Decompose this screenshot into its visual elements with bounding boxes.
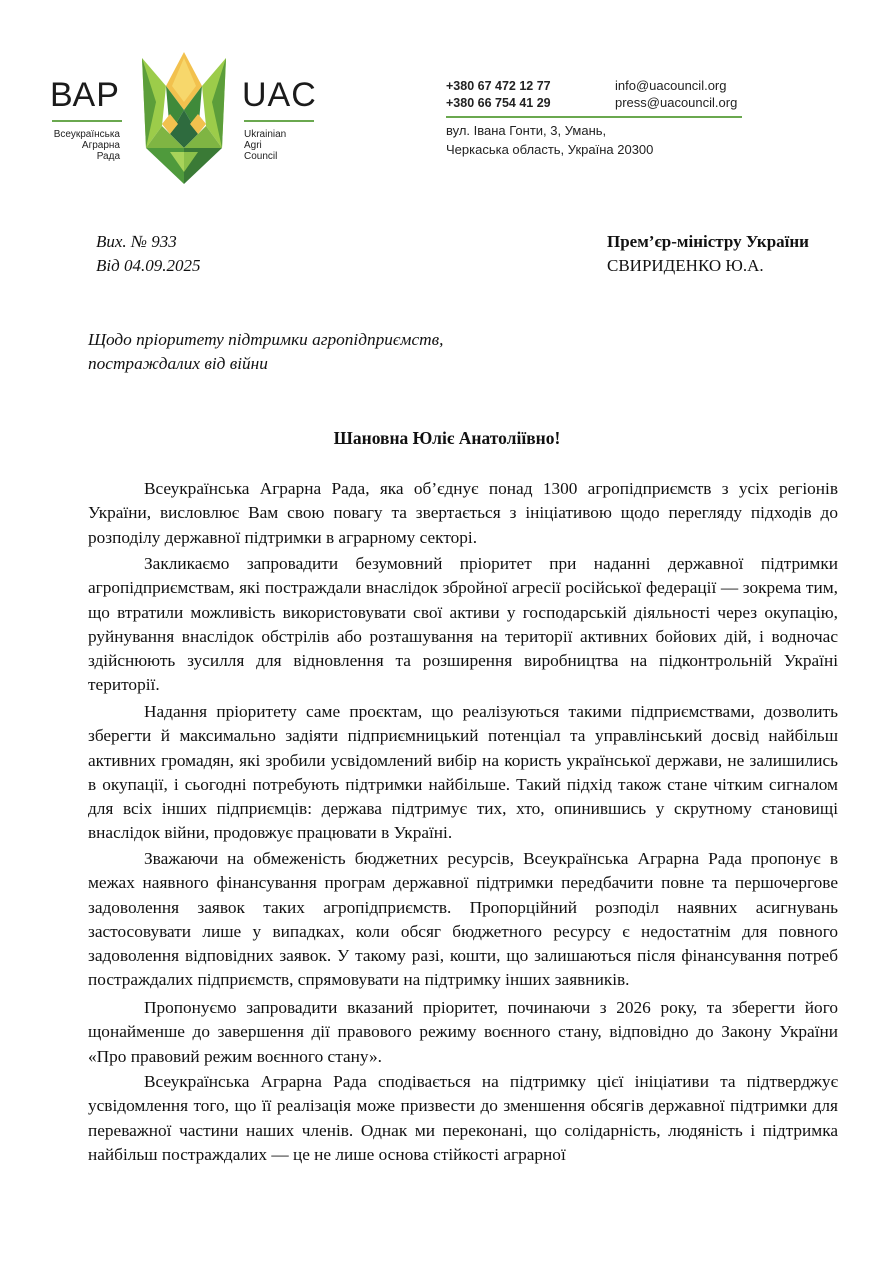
letter-date: Від 04.09.2025	[96, 256, 201, 275]
logo-var-text: ВАР	[50, 76, 120, 114]
logo-left-underline	[52, 120, 122, 122]
outgoing-number: Вих. № 933	[96, 232, 177, 251]
body-paragraph-6: Всеукраїнська Аграрна Рада сподівається на підтримку цієї ініціативи та підтверджує усвідомлення того, що її реалізація може призвести до зменшення обсягів державної підтримки для переважної частини наших членів. Однак ми переконані, що солідарність, людяність і підтримка найбільш постраждалих — це не лише основа стійкості аграрної	[88, 1072, 838, 1164]
body-paragraph-1: Всеукраїнська Аграрна Рада, яка об’єднує понад 1300 агропідприємств з усіх регіонів України, висловлює Вам свою повагу та звертається з ініціативою щодо перегляду підходів до розподілу державної підтримки в аграрному секторі.	[88, 479, 838, 547]
outgoing-reference	[96, 230, 200, 278]
header-divider	[446, 116, 742, 118]
body-paragraph-5: Пропонуємо запровадити вказаний пріоритет, починаючи з 2026 року, та зберегти його щонайменше до завершення дії правового режиму воєнного стану, відповідно до Закону України «Про правовий режим воєнного стану».	[88, 998, 838, 1066]
logo-left-subtitle: Всеукраїнська Аграрна Рада	[53, 129, 120, 162]
body-paragraph-4: Зважаючи на обмеженість бюджетних ресурсів, Всеукраїнська Аграрна Рада пропонує в межах наявного фінансування програм державної підтримки передбачити повне та першочергове задоволення заявок таких агропідприємств. Пропорційний розподіл наявних асигнувань застосовувати лише у випадках, коли обсяг бюджетного ресурсу є недостатнім для повного задоволення відповідних заявок. У такому разі, кошти, що залишаються після фінансування потреб постраждалих підприємств, спрямовувати на підтримку інших заявників.	[88, 849, 838, 990]
body-paragraph-2: Закликаємо запровадити безумовний пріоритет при наданні державної підтримки агропідприємствам, які постраждали внаслідок збройної агресії російської федерації — зокрема тим, що втратили можливість використовувати свої активи у господарській діяльності через окупацію, руйнування внаслідок обстрілів або розташування на території активних бойових дій, і водночас здійснюють зусилля для відновлення та розширення виробництва на підконтрольній Україні території.	[88, 554, 838, 695]
trident-logo-icon	[140, 52, 228, 184]
email-list	[615, 77, 737, 111]
salutation: Шановна Юліє Анатоліївно!	[333, 428, 561, 448]
addressee-position: Прем’єр-міністру України	[607, 232, 809, 251]
addressee-name: СВИРИДЕНКО Ю.А.	[607, 256, 764, 275]
addressee	[607, 230, 809, 278]
phone-list	[446, 78, 551, 112]
phone-2[interactable]: +380 66 754 41 29	[446, 96, 551, 110]
subject: Щодо пріоритету підтримки агропідприємств, постраждалих від війни	[88, 330, 444, 373]
address: вул. Івана Гонти, 3, Умань, Черкаська область, Україна 20300	[446, 123, 654, 157]
logo-right-subtitle: Ukrainian Agri Council	[244, 129, 287, 162]
email-info[interactable]: info@uacouncil.org	[615, 78, 727, 93]
logo-uac-text: UAC	[242, 76, 317, 114]
phone-1[interactable]: +380 67 472 12 77	[446, 79, 551, 93]
logo-right-underline	[244, 120, 314, 122]
body-paragraph-3: Надання пріоритету саме проєктам, що реалізуються такими підприємствами, дозволить зберегти й максимально задіяти підприємницький потенціал та управлінський досвід найбільш активних громадян, які зробили усвідомлений вибір на користь української держави, не залишились в окупації, і сьогодні потребують підтримки найбільше. Такий підхід також стане чітким сигналом для всіх інших підприємців: держава підтримує тих, хто, опинившись у скрутному становищі внаслідок війни, продовжує працювати в Україні.	[88, 702, 838, 843]
email-press[interactable]: press@uacouncil.org	[615, 95, 738, 110]
